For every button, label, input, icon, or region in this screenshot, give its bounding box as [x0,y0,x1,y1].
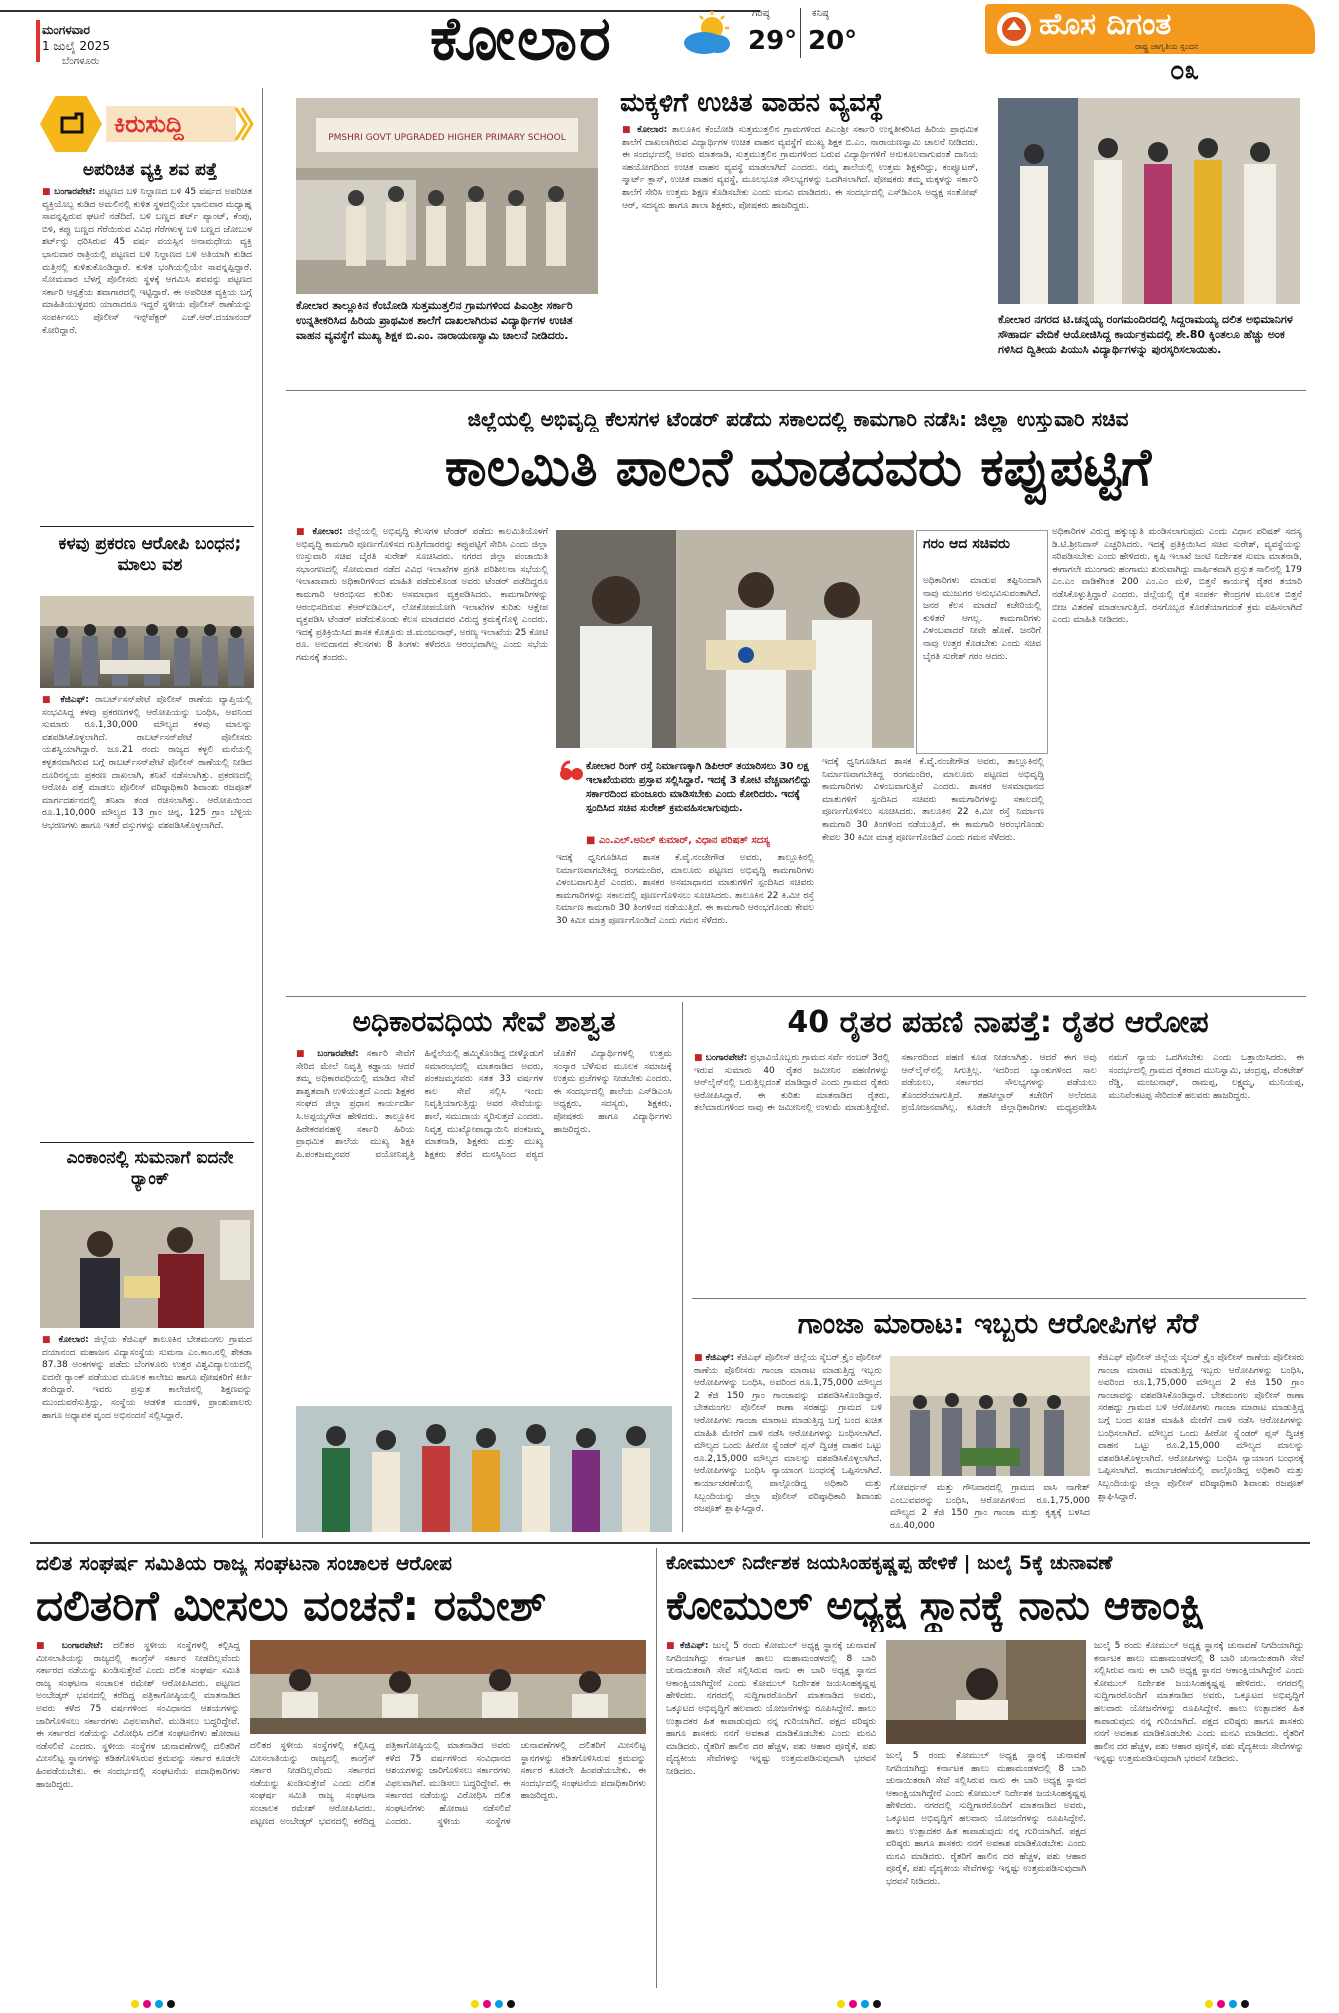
weather-max-value: 29° [748,26,798,56]
lead-col1-text: ಜಿಲ್ಲೆಯಲ್ಲಿ ಅಭಿವೃದ್ಧಿ ಕೆಲಸಗಳ ಟೆಂಡರ್ ಪಡೆದು ಕಾಲಮಿತಿಯೊಳಗೆ ಅಭಿವೃದ್ಧಿ ಕಾಮಗಾರಿ ಪೂರ್ಣಗೊಳಿಸದ ಗುತ್ತಿಗೆದಾರರನ್ನು ಕಪ್ಪುಪಟ್ಟಿಗೆ ಸೇರಿಸಿ ಎಂದು ಜಿಲ್ಲಾ ಉಸ್ತುವಾರಿ ಸಚಿವ ಬೈರತಿ ಸುರೇಶ್ ಸೂಚಿಸಿದರು. ನಗರದ ಜಿಲ್ಲಾ ಪಂಚಾಯಿತಿ ಸಭಾಂಗಣದಲ್ಲಿ ಸೋಮವಾರ ನಡೆದ ವಿವಿಧ ಇಲಾಖೆಗಳ ಪ್ರಗತಿ ಪರಿಶೀಲನಾ ಸಭೆಯಲ್ಲಿ ಇಲಾಖಾವಾರು ಅಧಿಕಾರಿಗಳಿಂದ ಮಾಹಿತಿ ಪಡೆದುಕೊಂಡ ಅವರು ಟೆಂಡರ್ ಪಡೆದಿದ್ದರೂ ಕಾಮಗಾರಿ ಆರಂಭಿಸದ ಕುರಿತು ಅಸಮಾಧಾನ ವ್ಯಕ್ತಪಡಿಸಿದರು. ಕಾಮಗಾರಿಗಳನ್ನು ಆರಂಭಿಸದಿರುವ ಕೆಆರ್‌ಐಡಿಎಲ್, ಲೋಕೋಪಯೋಗಿ ಇಲಾಖೆಗಳ ಕುರಿತು ಆಕ್ಷೇಪ ವ್ಯಕ್ತಪಡಿಸಿ ಟೆಂಡರ್ ಪಡೆದುಕೊಂಡು ಕೆಲಸ ಮಾಡದವರ ವಿರುದ್ಧ ಕ್ರಮಕೈಗೊಳ್ಳಿ ಎಂದರು. ಇದಕ್ಕೆ ಪ್ರತಿಕ್ರಿಯಿಸಿದ ಶಾಸಕ ಕೊತ್ತೂರು ಜಿ.ಮಂಜುನಾಥ್, ಅರಣ್ಯ ಇಲಾಖೆಯ 25 ಕೋಟಿ ರೂ. ಅನುದಾನದ ಕೆಲಸಗಳು 8 ತಿಂಗಳು ಕಳೆದರೂ ಆರಂಭವಾಗಿಲ್ಲ ಎಂದು ಸಭೆಯ ಗಮನಕ್ಕೆ ತಂದರು. [296,527,548,663]
top-story-body: ■ ಕೋಲಾರ: ತಾಲೂಕಿನ ಕೆಂಬೋಡಿ ಸುತ್ತಮುತ್ತಲಿನ ಗ್ರಾಮಗಳಿಂದ ಪಿಎಂಶ್ರೀ ಸರ್ಕಾರಿ ಉನ್ನತೀಕರಿಸಿದ ಹಿರಿಯ ಪ್ರಾಥಮಿಕ ಶಾಲೆಗೆ ದಾಖಲಾಗಿರುವ ವಿದ್ಯಾರ್ಥಿಗಳ ಉಚಿತ ವಾಹನ ವ್ಯವಸ್ಥೆಗೆ ಮುಖ್ಯ ಶಿಕ್ಷಕ ಬಿ.ಎಂ. ನಾರಾಯಣಸ್ವಾಮಿ ಚಾಲನೆ ನೀಡಿದರು. ಈ ಸಂದರ್ಭದಲ್ಲಿ ಅವರು ಮಾತನಾಡಿ, ಸುತ್ತಮುತ್ತಲಿನ ಗ್ರಾಮಗಳಿಂದ ಬರುವ ವಿದ್ಯಾರ್ಥಿಗಳಿಗೆ ಅನುಕೂಲವಾಗುವಂತೆ ದಾನಿಯ ಸಹಯೋಗದಿಂದ ಉಚಿತ ವಾಹನ ವ್ಯವಸ್ಥೆ ಮಾಡಲಾಗಿದೆ ಎಂದರು. ನಮ್ಮ ಶಾಲೆಯಲ್ಲಿ ಉತ್ತಮ ಶಿಕ್ಷಕರಿದ್ದು, ಕಂಪ್ಯೂಟರ್, ಸ್ಮಾರ್ಟ್ ಕ್ಲಾಸ್, ಉಚಿತ ವಾಹನ ವ್ಯವಸ್ಥೆ, ಮೂಲಭೂತ ಸೌಲಭ್ಯಗಳನ್ನು ಒದಗಿಸಲಾಗಿದೆ. ಪೋಷಕರು ತಮ್ಮ ಮಕ್ಕಳನ್ನು ಸರ್ಕಾರಿ ಶಾಲೆಗೆ ಸೇರಿಸಿ ಉತ್ತಮ ಶಿಕ್ಷಣ ಕೊಡಿಸಬೇಕು ಎಂದು ಮನವಿ ಮಾಡಿದರು. ಈ ಸಂದರ್ಭದಲ್ಲಿ ಎಸ್‌ಡಿಎಂಸಿ ಅಧ್ಯಕ್ಷ ಸಂತೋಷ್ ಆರ್, ಸದಸ್ಯರು ಹಾಗೂ ಶಾಲಾ ಶಿಕ್ಷಕರು, ಪೋಷಕರು ಹಾಜರಿದ್ದರು. [622,125,978,211]
brand-tagline: ರಾಷ್ಟ್ರ ಜಾಗೃತಿಯ ಸ್ಪಂದನ [1135,42,1199,51]
masthead-top-rule [0,10,760,12]
dalit-kicker: ದಲಿತ ಸಂಘರ್ಷ ಸಮಿತಿಯ ರಾಜ್ಯ ಸಂಘಟನಾ ಸಂಚಾಲಕ ಆರೋಪ [36,1551,452,1575]
masthead [0,0,1339,86]
day-label: ಮಂಗಳವಾರ [42,23,91,37]
edition-title: ಕೋಲಾರ [430,4,613,74]
ganja-seizure-photo [890,1356,1090,1476]
story1-dateline: ಬಂಗಾರಪೇಟೆ: [54,187,96,197]
minister-meeting-photo [556,530,914,748]
city-label: ಬೆಂಗಳೂರು [62,56,100,67]
komul-director-photo [886,1640,1086,1744]
service-text: ಸರ್ಕಾರಿ ಸೇವೆಗೆ ಸೇರಿದ ಮೇಲೆ ನಿವೃತ್ತಿ ಕಡ್ಡಾಯ ಆದರೆ ತಮ್ಮ ಅಧಿಕಾರವಧಿಯಲ್ಲಿ ಮಾಡಿದ ಸೇವೆ ಶಾಶ್ವತವಾಗಿ ಉಳಿಯುತ್ತದೆ ಎಂದು ಶಿಕ್ಷಕರ ಸಂಘದ ಜಿಲ್ಲಾ ಪ್ರಧಾನ ಕಾರ್ಯದರ್ಶಿ ಸಿ.ಅಪ್ಪಯ್ಯಗೌಡ ಹೇಳಿದರು. ತಾಲ್ಲೂಕಿನ ಹಿರೇಕರಪನಹಳ್ಳಿ ಸರ್ಕಾರಿ ಹಿರಿಯ ಪ್ರಾಥಮಿಕ ಶಾಲೆಯ ಮುಖ್ಯ ಶಿಕ್ಷಕಿ ಪಿ.ಪಂಕಜಮ್ಮನವರ ವಯೋನಿವೃತ್ತಿ ಹಿನ್ನೆಲೆಯಲ್ಲಿ ಹಮ್ಮಿಕೊಂಡಿದ್ದ ಬೀಳ್ಕೊಡುಗೆ ಸಮಾರಂಭದಲ್ಲಿ ಮಾತನಾಡಿದ ಅವರು, ಪಂಕಜಮ್ಮನವರು ಸತತ 33 ವರ್ಷಗಳ ಕಾಲ ಸೇವೆ ಸಲ್ಲಿಸಿ ಇಂದು ನಿವೃತ್ತಿಯಾಗುತ್ತಿದ್ದು ಅವರ ಸೇವೆಯನ್ನು ಶಾಲೆ, ಸಮುದಾಯ ಸ್ಮರಿಸುತ್ತದೆ ಎಂದರು. ನಿವೃತ್ತ ಮುಖ್ಯೋಪಾಧ್ಯಾಯಿನಿ ಪಂಕಜಮ್ಮ ಮಾತನಾಡಿ, ಶಿಕ್ಷಕರು ಮತ್ತು ಮುಖ್ಯ ಶಿಕ್ಷಕರು ತೆರೆದ ಮನಸ್ಸಿನಿಂದ ಪಠ್ಯದ ಜೊತೆಗೆ ವಿದ್ಯಾರ್ಥಿಗಳಲ್ಲಿ ಉತ್ತಮ ಸಂಸ್ಕಾರ ಬೆಳೆಸುವ ಮೂಲಕ ಸಮಾಜಕ್ಕೆ ಉತ್ತಮ ಪ್ರಜೆಗಳನ್ನು ನೀಡಬೇಕು ಎಂದರು. ಈ ಸಂದರ್ಭದಲ್ಲಿ ಶಾಲೆಯ ಎಸ್‌ಡಿಎಂಸಿ ಅಧ್ಯಕ್ಷರು, ಸದಸ್ಯರು, ಶಿಕ್ಷಕರು, ಪೋಷಕರು ಹಾಗೂ ವಿದ್ಯಾರ್ಥಿಗಳು ಹಾಜರಿದ್ದರು. [296,1049,672,1160]
weather-divider [800,8,801,58]
dalit-dateline: ಬಂಗಾರಪೇಟೆ: [61,1641,104,1651]
story2-body: ■ ಕೆಜಿಎಫ್: ರಾಬರ್ಟ್‌ಸನ್‌ಪೇಟೆ ಪೊಲೀಸ್ ಠಾಣೆಯ ವ್ಯಾಪ್ತಿಯಲ್ಲಿ ಸಂಭವಿಸಿದ್ದ ಕಳವು ಪ್ರಕರಣಗಳಲ್ಲಿ ಆರೋಪಿಯನ್ನು ಬಂಧಿಸಿ, ಅವನಿಂದ ಸುಮಾರು ರೂ.1,30,000 ಮೌಲ್ಯದ ಕಳವು ಮಾಲನ್ನು ವಶಪಡಿಸಿಕೊಳ್ಳಲಾಗಿದೆ. ರಾಬರ್ಟ್‌ಸನ್‌ಪೇಟೆ ಪೊಲೀಸರು ಯಶಸ್ವಿಯಾಗಿದ್ದಾರೆ. ಜೂ.21 ರಂದು ರಾಜ್ಯದ ಕಳ್ಳಲಿ ಮನೆಯಲ್ಲಿ ಕಳ್ಳತನವಾಗಿರುವ ಬಗ್ಗೆ ರಾಬರ್ಟ್‌ಸನ್‌ಪೇಟೆ ಪೊಲೀಸ್ ಠಾಣೆಯಲ್ಲಿ ನೀಡಿದ ದೂರಿನನ್ವಯ ಪ್ರಕರಣ ದಾಖಲಾಗಿ, ತನಿಖೆ ನಡೆಸಲಾಗಿತ್ತು. ಪ್ರಕರಣದಲ್ಲಿ ಆರೋಪಿ ಪತ್ತೆ ಮಾಡಲು ಪೊಲೀಸ್ ವರಿಷ್ಠಾಧಿಕಾರಿ ಶಿವಾಂಶು ರಜಪೂತ್ ಮಾರ್ಗದರ್ಶನದಲ್ಲಿ ತನಿಖಾ ತಂಡ ರಚಿಸಲಾಗಿತ್ತು. ಆರೋಪಿಯಿಂದ ರೂ.1,10,000 ಮೌಲ್ಯದ 13 ಗ್ರಾಂ ಚಿನ್ನ, 125 ಗ್ರಾಂ ಬೆಳ್ಳಿಯ ಆಭರಣಗಳು ಹಾಗೂ ಇತರೆ ವಸ್ತುಗಳನ್ನು ವಶಪಡಿಸಿಕೊಳ್ಳಲಾಗಿದೆ. [42,695,252,831]
brand-emblem-icon [997,12,1031,46]
komul-text: ಜುಲೈ 5 ರಂದು ಕೋಮುಲ್ ಅಧ್ಯಕ್ಷ ಸ್ಥಾನಕ್ಕೆ ಚುನಾವಣೆ ನಿಗದಿಯಾಗಿದ್ದು ಕರ್ನಾಟಕ ಹಾಲು ಮಹಾಮಂಡಳದಲ್ಲಿ 8 ಬಾರಿ ಚುನಾಯಿತರಾಗಿ ಸೇವೆ ಸಲ್ಲಿಸಿರುವ ನಾನು ಈ ಬಾರಿ ಅಧ್ಯಕ್ಷ ಸ್ಥಾನದ ಆಕಾಂಕ್ಷಿಯಾಗಿದ್ದೇನೆ ಎಂದು ಕೋಮುಲ್ ನಿರ್ದೇಶಕ ಜಯಸಿಂಹಕೃಷ್ಣಪ್ಪ ಹೇಳಿದರು. ನಗರದಲ್ಲಿ ಸುದ್ದಿಗಾರರೊಂದಿಗೆ ಮಾತನಾಡಿದ ಅವರು, ಒಕ್ಕೂಟದ ಅಭಿವೃದ್ಧಿಗೆ ಹಲವಾರು ಯೋಜನೆಗಳನ್ನು ರೂಪಿಸಿದ್ದೇನೆ. ಹಾಲು ಉತ್ಪಾದಕರ ಹಿತ ಕಾಪಾಡುವುದು ನನ್ನ ಗುರಿಯಾಗಿದೆ. ಪಕ್ಷದ ವರಿಷ್ಠರು ಹಾಗೂ ಶಾಸಕರು ನನಗೆ ಅವಕಾಶ ಮಾಡಿಕೊಡಬೇಕು ಎಂದು ಮನವಿ ಮಾಡಿದರು. ರೈತರಿಗೆ ಹಾಲಿನ ದರ ಹೆಚ್ಚಳ, ಪಶು ಆಹಾರ ಪೂರೈಕೆ, ಪಶು ವೈದ್ಯಕೀಯ ಸೇವೆಗಳನ್ನು ಇನ್ನಷ್ಟು ಉತ್ತಮಪಡಿಸುವುದಾಗಿ ಭರವಸೆ ನೀಡಿದರು. [666,1641,876,1777]
top-section-rule [286,390,1306,391]
registration-marks-center [470,1994,530,2004]
brand-name: ಹೊಸ ದಿಗಂತ [1039,7,1172,42]
ganja-col3: ಕೆಜಿಎಫ್ ಪೊಲೀಸ್ ಜಿಲ್ಲೆಯ ಸೈಬರ್ ಕ್ರೈಂ ಪೊಲೀಸ್ ಠಾಣೆಯ ಪೊಲೀಸರು ಗಾಂಜಾ ಮಾರಾಟ ಮಾಡುತ್ತಿದ್ದ ಇಬ್ಬರು ಆರೋಪಿಗಳನ್ನು ಬಂಧಿಸಿ, ಅವರಿಂದ ರೂ.1,75,000 ಮೌಲ್ಯದ 2 ಕೆಜಿ 150 ಗ್ರಾಂ ಗಾಂಜಾವನ್ನು ವಶಪಡಿಸಿಕೊಂಡಿದ್ದಾರೆ. ಬೇತಮಂಗಲ ಪೊಲೀಸ್ ಠಾಣಾ ಸರಹದ್ದು ಗ್ರಾಮದ ಬಳಿ ಆರೋಪಿಗಳು ಗಾಂಜಾ ಮಾರಾಟ ಮಾಡುತ್ತಿದ್ದ ಬಗ್ಗೆ ಬಂದ ಖಚಿತ ಮಾಹಿತಿ ಮೇರೆಗೆ ದಾಳಿ ನಡೆಸಿ ಆರೋಪಿಗಳನ್ನು ಬಂಧಿಸಲಾಗಿದೆ. ಮೌಲ್ಯದ ಒಂದು ಹೀರೋ ಸ್ಪ್ಲೆಂಡರ್ ಪ್ಲಸ್ ದ್ವಿಚಕ್ರ ವಾಹನ ಒಟ್ಟು ರೂ.2,15,000 ಮೌಲ್ಯದ ಮಾಲನ್ನು ವಶಪಡಿಸಿಕೊಳ್ಳಲಾಗಿದೆ. ಆರೋಪಿಗಳನ್ನು ಬಂಧಿಸಿ ನ್ಯಾಯಾಂಗ ಬಂಧನಕ್ಕೆ ಒಪ್ಪಿಸಲಾಗಿದೆ. ಕಾರ್ಯಾಚರಣೆಯಲ್ಲಿ ಪಾಲ್ಗೊಂಡಿದ್ದ ಅಧಿಕಾರಿ ಮತ್ತು ಸಿಬ್ಬಂದಿಯನ್ನು ಜಿಲ್ಲಾ ಪೊಲೀಸ್ ವರಿಷ್ಠಾಧಿಕಾರಿ ಶಿವಾಂಶು ರಜಪೂತ್ ಶ್ಲಾಘಿಸಿದ್ದಾರೆ. [1098,1353,1304,1502]
dalit-col2: ದಲಿತರ ಸ್ಥಳೀಯ ಸಂಸ್ಥೆಗಳಲ್ಲಿ ಕಲ್ಪಿಸಿದ್ದ ಮೀಸಲಾತಿಯನ್ನು ರಾಜ್ಯದಲ್ಲಿ ಕಾಂಗ್ರೆಸ್ ಸರ್ಕಾರ ನೀಡದಿಲ್ಲವೆಂದು ಸರ್ಕಾರದ ನಡೆಯನ್ನು ಖಂಡಿಸುತ್ತೇವೆ ಎಂದು ದಲಿತ ಸಂಘರ್ಷ ಸಮಿತಿ ರಾಜ್ಯ ಸಂಘಟನಾ ಸಂಚಾಲಕ ರಮೇಶ್ ಆರೋಪಿಸಿದರು. ಪಟ್ಟಣದ ಅಂಬೇಡ್ಕರ್ ಭವನದಲ್ಲಿ ಕರೆದಿದ್ದ ಪತ್ರಿಕಾಗೋಷ್ಠಿಯಲ್ಲಿ ಮಾತನಾಡಿದ ಅವರು ಕಳೆದ 75 ವರ್ಷಗಳಿಂದ ಸಂವಿಧಾನದ ಆಶಯಗಳನ್ನು ಜಾರಿಗೊಳಿಸಲು ಸರ್ಕಾರಗಳು ವಿಫಲವಾಗಿವೆ. ಮುಡಿಸಲು ಬದ್ಧರಿದ್ದೇವೆ. ಈ ಸರ್ಕಾರದ ನಡೆಯನ್ನು ವಿರೋಧಿಸಿ ದಲಿತ ಸಂಘಟನೆಗಳು ಹೋರಾಟ ನಡೆಸಲಿವೆ ಎಂದರು. ಸ್ಥಳೀಯ ಸಂಸ್ಥೆಗಳ ಚುನಾವಣೆಗಳಲ್ಲಿ ದಲಿತರಿಗೆ ಮೀಸಲಿಟ್ಟ ಸ್ಥಾನಗಳನ್ನು ಕಡಿತಗೊಳಿಸಿರುವ ಕ್ರಮವನ್ನು ಸರ್ಕಾರ ಕೂಡಲೇ ಹಿಂಪಡೆಯಬೇಕು. ಈ ಸಂದರ್ಭದಲ್ಲಿ ಸಂಘಟನೆಯ ಪದಾಧಿಕಾರಿಗಳು ಹಾಜರಿದ್ದರು. [250,1741,646,1827]
brief-hand-icon [40,96,102,152]
bottom-column-rule [656,1548,657,1988]
registration-marks-far-right [1204,1994,1264,2004]
bottom-section-rule [30,1542,1310,1544]
lead-photo-credit: ■ ಎಂ.ಎಲ್.ಅನಿಲ್ ಕುಮಾರ್, ವಿಧಾನ ಪರಿಷತ್ ಸದಸ್ಯ [586,835,770,846]
sidebar-divider-2 [40,1142,254,1143]
ganja-col1: ■ ಕೆಜಿಎಫ್: ಕೆಜಿಎಫ್ ಪೊಲೀಸ್ ಜಿಲ್ಲೆಯ ಸೈಬರ್ ಕ್ರೈಂ ಪೊಲೀಸ್ ಠಾಣೆಯ ಪೊಲೀಸರು ಗಾಂಜಾ ಮಾರಾಟ ಮಾಡುತ್ತಿದ್ದ ಇಬ್ಬರು ಆರೋಪಿಗಳನ್ನು ಬಂಧಿಸಿ, ಅವರಿಂದ ರೂ.1,75,000 ಮೌಲ್ಯದ 2 ಕೆಜಿ 150 ಗ್ರಾಂ ಗಾಂಜಾವನ್ನು ವಶಪಡಿಸಿಕೊಂಡಿದ್ದಾರೆ. ಬೇತಮಂಗಲ ಪೊಲೀಸ್ ಠಾಣಾ ಸರಹದ್ದು ಗ್ರಾಮದ ಬಳಿ ಆರೋಪಿಗಳು ಗಾಂಜಾ ಮಾರಾಟ ಮಾಡುತ್ತಿದ್ದ ಬಗ್ಗೆ ಬಂದ ಖಚಿತ ಮಾಹಿತಿ ಮೇರೆಗೆ ದಾಳಿ ನಡೆಸಿ ಆರೋಪಿಗಳನ್ನು ಬಂಧಿಸಲಾಗಿದೆ. ಮೌಲ್ಯದ ಒಂದು ಹೀರೋ ಸ್ಪ್ಲೆಂಡರ್ ಪ್ಲಸ್ ದ್ವಿಚಕ್ರ ವಾಹನ ಒಟ್ಟು ರೂ.2,15,000 ಮೌಲ್ಯದ ಮಾಲನ್ನು ವಶಪಡಿಸಿಕೊಳ್ಳಲಾಗಿದೆ. ಆರೋಪಿಗಳನ್ನು ಬಂಧಿಸಿ ನ್ಯಾಯಾಂಗ ಬಂಧನಕ್ಕೆ ಒಪ್ಪಿಸಲಾಗಿದೆ. ಕಾರ್ಯಾಚರಣೆಯಲ್ಲಿ ಪಾಲ್ಗೊಂಡಿದ್ದ ಅಧಿಕಾರಿ ಮತ್ತು ಸಿಬ್ಬಂದಿಯನ್ನು ಜಿಲ್ಲಾ ಪೊಲೀಸ್ ವರಿಷ್ಠಾಧಿಕಾರಿ ಶಿವಾಂಶು ರಜಪೂತ್ ಶ್ಲಾಘಿಸಿದ್ದಾರೆ. [694,1353,882,1515]
story1-body: ■ ಬಂಗಾರಪೇಟೆ: ಪಟ್ಟಣದ ಬಳಿ ನಿಲ್ದಾಣದ ಬಳಿ 45 ವರ್ಷದ ಅಪರಿಚಿತ ವ್ಯಕ್ತಿಯೊಬ್ಬ ಕುಡಿದ ಅಮಲಿನಲ್ಲಿ ಕುಳಿತ ಸ್ಥಳದಲ್ಲಿಯೇ ಭಾನುವಾರ ಮಧ್ಯಾಹ್ನ ಸಾವನ್ನಪ್ಪಿರುವ ಘಟನೆ ನಡೆದಿದೆ. ಬಳಿ ಬಣ್ಣದ ಶರ್ಟ್ ಪ್ಯಾಂಟ್, ಕೆಂಪು, ಬಿಳಿ, ಕಪ್ಪು ಬಣ್ಣದ ಗೆರೆಯಿರುವ ವಿವಿಧ ಗೆರೆಗಳುಳ್ಳ ಬಳಿ ಬಣ್ಣದ ಜೋಬುಳ ಶರ್ಟ್‌ನ್ನು ಧರಿಸಿರುವ 45 ವರ್ಷ ವಯಸ್ಸಿನ ಅನಾಮಧೇಯ ವ್ಯಕ್ತಿ ಭಾನುವಾರ ರಾತ್ರಿಯಲ್ಲಿ ಪಟ್ಟಣದ ಬಳಿ ನಿಲ್ದಾಣದ ಬಳಿ ಅತಿಯಾಗಿ ಕುಡಿದ ಮತ್ತಿನಲ್ಲಿ ಕುಳಿತುಕೊಂಡಿದ್ದಾರೆ. ಕುಳಿತ ಭಂಗಿಯಲ್ಲಿಯೇ ಸಾವನ್ನಪ್ಪಿದ್ದಾರೆ. ಸೋಮವಾರ ಬೆಳಗ್ಗೆ ಪೊಲೀಸರು ಸ್ಥಳಕ್ಕೆ ಆಗಮಿಸಿ ಶವವನ್ನು ಪಟ್ಟಣದ ಸರ್ಕಾರಿ ಆಸ್ಪತ್ರೆಯ ಶವಾಗಾರದಲ್ಲಿ ಇಟ್ಟಿದ್ದಾರೆ. ಈ ಅಪರಿಚಿತ ವ್ಯಕ್ತಿಯ ಬಗ್ಗೆ ಮಾಹಿತಿಯುಳ್ಳವರು ಯಾರಾದರೂ ಇದ್ದರೆ ಸ್ಥಳೀಯ ಪೊಲೀಸ್ ಠಾಣೆಯನ್ನು ಸಂಪರ್ಕಿಸಲು ಪೊಲೀಸ್ ಇನ್ಸ್‌ಪೆಕ್ಟರ್ ಎಚ್.ಆರ್.ದಯಾನಂದ್ ಕೋರಿದ್ದಾರೆ. [42,187,252,336]
ganja-dateline: ಕೆಜಿಎಫ್: [705,1353,735,1363]
lead-photo-caption-box [556,758,816,850]
date-label: 1 ಜುಲೈ 2025 [42,39,110,53]
service-title: ಅಧಿಕಾರವಧಿಯ ಸೇವೆ ಶಾಶ್ವತ [352,1005,616,1038]
top-story-text: ತಾಲೂಕಿನ ಕೆಂಬೋಡಿ ಸುತ್ತಮುತ್ತಲಿನ ಗ್ರಾಮಗಳಿಂದ ಪಿಎಂಶ್ರೀ ಸರ್ಕಾರಿ ಉನ್ನತೀಕರಿಸಿದ ಹಿರಿಯ ಪ್ರಾಥಮಿಕ ಶಾಲೆಗೆ ದಾಖಲಾಗಿರುವ ವಿದ್ಯಾರ್ಥಿಗಳ ಉಚಿತ ವಾಹನ ವ್ಯವಸ್ಥೆಗೆ ಮುಖ್ಯ ಶಿಕ್ಷಕ ಬಿ.ಎಂ. ನಾರಾಯಣಸ್ವಾಮಿ ಚಾಲನೆ ನೀಡಿದರು. ಈ ಸಂದರ್ಭದಲ್ಲಿ ಅವರು ಮಾತನಾಡಿ, ಸುತ್ತಮುತ್ತಲಿನ ಗ್ರಾಮಗಳಿಂದ ಬರುವ ವಿದ್ಯಾರ್ಥಿಗಳಿಗೆ ಅನುಕೂಲವಾಗುವಂತೆ ದಾನಿಯ ಸಹಯೋಗದಿಂದ ಉಚಿತ ವಾಹನ ವ್ಯವಸ್ಥೆ ಮಾಡಲಾಗಿದೆ ಎಂದರು. ನಮ್ಮ ಶಾಲೆಯಲ್ಲಿ ಉತ್ತಮ ಶಿಕ್ಷಕರಿದ್ದು, ಕಂಪ್ಯೂಟರ್, ಸ್ಮಾರ್ಟ್ ಕ್ಲಾಸ್, ಉಚಿತ ವಾಹನ ವ್ಯವಸ್ಥೆ, ಮೂಲಭೂತ ಸೌಲಭ್ಯಗಳನ್ನು ಒದಗಿಸಲಾಗಿದೆ. ಪೋಷಕರು ತಮ್ಮ ಮಕ್ಕಳನ್ನು ಸರ್ಕಾರಿ ಶಾಲೆಗೆ ಸೇರಿಸಿ ಉತ್ತಮ ಶಿಕ್ಷಣ ಕೊಡಿಸಬೇಕು ಎಂದು ಮನವಿ ಮಾಡಿದರು. ಈ ಸಂದರ್ಭದಲ್ಲಿ ಎಸ್‌ಡಿಎಂಸಿ ಅಧ್ಯಕ್ಷ ಸಂತೋಷ್ ಆರ್, ಸದಸ್ಯರು ಹಾಗೂ ಶಾಲಾ ಶಿಕ್ಷಕರು, ಪೋಷಕರು ಹಾಜರಿದ್ದರು. [622,125,978,211]
weather-min-label: ಕನಿಷ್ಠ [812,8,829,19]
story3-text: ಜಿಲ್ಲೆಯ ಕೆಜಿಎಫ್ ತಾಲೂಕಿನ ಬೇತಮಂಗಲ ಗ್ರಾಮದ ದಯಾನಂದ ಮಹಾಜನ ವಿದ್ಯಾಸಂಸ್ಥೆಯ ಸುಮನಾ ಎಂ.ಕಾಂ.ನಲ್ಲಿ ಶೇಕಡಾ 87.38 ಅಂಕಗಳನ್ನು ಪಡೆದು ಬೆಂಗಳೂರು ಉತ್ತರ ವಿಶ್ವವಿದ್ಯಾಲಯದಲ್ಲಿ ಐದನೇ ರ‍್ಯಾಂಕ್ ಪಡೆಯುವ ಮೂಲಕ ಕಾಲೇಜು ಹಾಗೂ ಪೋಷಕರಿಗೆ ಕೀರ್ತಿ ತಂದಿದ್ದಾರೆ. ಇವರು ಪ್ರಸ್ತುತ ಕಾಲೇಜಿನಲ್ಲಿ ಶಿಕ್ಷಣವನ್ನು ಮುಂದುವರೆಸುತ್ತಿದ್ದು, ಸಂಸ್ಥೆಯ ಆಡಳಿತ ಮಂಡಳಿ, ಪ್ರಾಂಶುಪಾಲರು ಹಾಗೂ ಅಧ್ಯಾಪಕ ವೃಂದ ಅಭಿನಂದನೆ ಸಲ್ಲಿಸಿದ್ದಾರೆ. [42,1335,252,1421]
komul-col2: ಜುಲೈ 5 ರಂದು ಕೋಮುಲ್ ಅಧ್ಯಕ್ಷ ಸ್ಥಾನಕ್ಕೆ ಚುನಾವಣೆ ನಿಗದಿಯಾಗಿದ್ದು ಕರ್ನಾಟಕ ಹಾಲು ಮಹಾಮಂಡಳದಲ್ಲಿ 8 ಬಾರಿ ಚುನಾಯಿತರಾಗಿ ಸೇವೆ ಸಲ್ಲಿಸಿರುವ ನಾನು ಈ ಬಾರಿ ಅಧ್ಯಕ್ಷ ಸ್ಥಾನದ ಆಕಾಂಕ್ಷಿಯಾಗಿದ್ದೇನೆ ಎಂದು ಕೋಮುಲ್ ನಿರ್ದೇಶಕ ಜಯಸಿಂಹಕೃಷ್ಣಪ್ಪ ಹೇಳಿದರು. ನಗರದಲ್ಲಿ ಸುದ್ದಿಗಾರರೊಂದಿಗೆ ಮಾತನಾಡಿದ ಅವರು, ಒಕ್ಕೂಟದ ಅಭಿವೃದ್ಧಿಗೆ ಹಲವಾರು ಯೋಜನೆಗಳನ್ನು ರೂಪಿಸಿದ್ದೇನೆ. ಹಾಲು ಉತ್ಪಾದಕರ ಹಿತ ಕಾಪಾಡುವುದು ನನ್ನ ಗುರಿಯಾಗಿದೆ. ಪಕ್ಷದ ವರಿಷ್ಠರು ಹಾಗೂ ಶಾಸಕರು ನನಗೆ ಅವಕಾಶ ಮಾಡಿಕೊಡಬೇಕು ಎಂದು ಮನವಿ ಮಾಡಿದರು. ರೈತರಿಗೆ ಹಾಲಿನ ದರ ಹೆಚ್ಚಳ, ಪಶು ಆಹಾರ ಪೂರೈಕೆ, ಪಶು ವೈದ್ಯಕೀಯ ಸೇವೆಗಳನ್ನು ಇನ್ನಷ್ಟು ಉತ್ತಮಪಡಿಸುವುದಾಗಿ ಭರವಸೆ ನೀಡಿದರು. [886,1751,1086,1887]
school-vehicle-photo [296,98,598,294]
komul-col3: ಜುಲೈ 5 ರಂದು ಕೋಮುಲ್ ಅಧ್ಯಕ್ಷ ಸ್ಥಾನಕ್ಕೆ ಚುನಾವಣೆ ನಿಗದಿಯಾಗಿದ್ದು ಕರ್ನಾಟಕ ಹಾಲು ಮಹಾಮಂಡಳದಲ್ಲಿ 8 ಬಾರಿ ಚುನಾಯಿತರಾಗಿ ಸೇವೆ ಸಲ್ಲಿಸಿರುವ ನಾನು ಈ ಬಾರಿ ಅಧ್ಯಕ್ಷ ಸ್ಥಾನದ ಆಕಾಂಕ್ಷಿಯಾಗಿದ್ದೇನೆ ಎಂದು ಕೋಮುಲ್ ನಿರ್ದೇಶಕ ಜಯಸಿಂಹಕೃಷ್ಣಪ್ಪ ಹೇಳಿದರು. ನಗರದಲ್ಲಿ ಸುದ್ದಿಗಾರರೊಂದಿಗೆ ಮಾತನಾಡಿದ ಅವರು, ಒಕ್ಕೂಟದ ಅಭಿವೃದ್ಧಿಗೆ ಹಲವಾರು ಯೋಜನೆಗಳನ್ನು ರೂಪಿಸಿದ್ದೇನೆ. ಹಾಲು ಉತ್ಪಾದಕರ ಹಿತ ಕಾಪಾಡುವುದು ನನ್ನ ಗುರಿಯಾಗಿದೆ. ಪಕ್ಷದ ವರಿಷ್ಠರು ಹಾಗೂ ಶಾಸಕರು ನನಗೆ ಅವಕಾಶ ಮಾಡಿಕೊಡಬೇಕು ಎಂದು ಮನವಿ ಮಾಡಿದರು. ರೈತರಿಗೆ ಹಾಲಿನ ದರ ಹೆಚ್ಚಳ, ಪಶು ಆಹಾರ ಪೂರೈಕೆ, ಪಶು ವೈದ್ಯಕೀಯ ಸೇವೆಗಳನ್ನು ಇನ್ನಷ್ಟು ಉತ್ತಮಪಡಿಸುವುದಾಗಿ ಭರವಸೆ ನೀಡಿದರು. [1094,1641,1304,1765]
ganja-photo-caption: ಗೋವರ್ಧನ್ ಮತ್ತು ಗೌನಿವಾರದಲ್ಲಿ ಗ್ರಾಮದ ವಾಸಿ ನಾಗೇಶ್ ಎಂಬುವವರನ್ನು ಬಂಧಿಸಿ, ಆರೋಪಿಗಳಿಂದ ರೂ.1,75,000 ಮೌಲ್ಯದ 2 ಕೆಜಿ 150 ಗ್ರಾಂ ಗಾಂಜಾ ಮತ್ತು ಕೃತ್ಯಕ್ಕೆ ಬಳಸಿದ ರೂ.40,000 [890,1483,1090,1531]
mid-column-rule [682,1002,683,1532]
ganja-text: ಕೆಜಿಎಫ್ ಪೊಲೀಸ್ ಜಿಲ್ಲೆಯ ಸೈಬರ್ ಕ್ರೈಂ ಪೊಲೀಸ್ ಠಾಣೆಯ ಪೊಲೀಸರು ಗಾಂಜಾ ಮಾರಾಟ ಮಾಡುತ್ತಿದ್ದ ಇಬ್ಬರು ಆರೋಪಿಗಳನ್ನು ಬಂಧಿಸಿ, ಅವರಿಂದ ರೂ.1,75,000 ಮೌಲ್ಯದ 2 ಕೆಜಿ 150 ಗ್ರಾಂ ಗಾಂಜಾವನ್ನು ವಶಪಡಿಸಿಕೊಂಡಿದ್ದಾರೆ. ಬೇತಮಂಗಲ ಪೊಲೀಸ್ ಠಾಣಾ ಸರಹದ್ದು ಗ್ರಾಮದ ಬಳಿ ಆರೋಪಿಗಳು ಗಾಂಜಾ ಮಾರಾಟ ಮಾಡುತ್ತಿದ್ದ ಬಗ್ಗೆ ಬಂದ ಖಚಿತ ಮಾಹಿತಿ ಮೇರೆಗೆ ದಾಳಿ ನಡೆಸಿ ಆರೋಪಿಗಳನ್ನು ಬಂಧಿಸಲಾಗಿದೆ. ಮೌಲ್ಯದ ಒಂದು ಹೀರೋ ಸ್ಪ್ಲೆಂಡರ್ ಪ್ಲಸ್ ದ್ವಿಚಕ್ರ ವಾಹನ ಒಟ್ಟು ರೂ.2,15,000 ಮೌಲ್ಯದ ಮಾಲನ್ನು ವಶಪಡಿಸಿಕೊಳ್ಳಲಾಗಿದೆ. ಆರೋಪಿಗಳನ್ನು ಬಂಧಿಸಿ ನ್ಯಾಯಾಂಗ ಬಂಧನಕ್ಕೆ ಒಪ್ಪಿಸಲಾಗಿದೆ. ಕಾರ್ಯಾಚರಣೆಯಲ್ಲಿ ಪಾಲ್ಗೊಂಡಿದ್ದ ಅಧಿಕಾರಿ ಮತ್ತು ಸಿಬ್ಬಂದಿಯನ್ನು ಜಿಲ್ಲಾ ಪೊಲೀಸ್ ವರಿಷ್ಠಾಧಿಕಾರಿ ಶಿವಾಂಶು ರಜಪೂತ್ ಶ್ಲಾಘಿಸಿದ್ದಾರೆ. [694,1353,882,1515]
retirement-photo [296,1406,672,1532]
brand-logo [985,4,1315,54]
service-body: ■ ಬಂಗಾರಪೇಟೆ: ಸರ್ಕಾರಿ ಸೇವೆಗೆ ಸೇರಿದ ಮೇಲೆ ನಿವೃತ್ತಿ ಕಡ್ಡಾಯ ಆದರೆ ತಮ್ಮ ಅಧಿಕಾರವಧಿಯಲ್ಲಿ ಮಾಡಿದ ಸೇವೆ ಶಾಶ್ವತವಾಗಿ ಉಳಿಯುತ್ತದೆ ಎಂದು ಶಿಕ್ಷಕರ ಸಂಘದ ಜಿಲ್ಲಾ ಪ್ರಧಾನ ಕಾರ್ಯದರ್ಶಿ ಸಿ.ಅಪ್ಪಯ್ಯಗೌಡ ಹೇಳಿದರು. ತಾಲ್ಲೂಕಿನ ಹಿರೇಕರಪನಹಳ್ಳಿ ಸರ್ಕಾರಿ ಹಿರಿಯ ಪ್ರಾಥಮಿಕ ಶಾಲೆಯ ಮುಖ್ಯ ಶಿಕ್ಷಕಿ ಪಿ.ಪಂಕಜಮ್ಮನವರ ವಯೋನಿವೃತ್ತಿ ಹಿನ್ನೆಲೆಯಲ್ಲಿ ಹಮ್ಮಿಕೊಂಡಿದ್ದ ಬೀಳ್ಕೊಡುಗೆ ಸಮಾರಂಭದಲ್ಲಿ ಮಾತನಾಡಿದ ಅವರು, ಪಂಕಜಮ್ಮನವರು ಸತತ 33 ವರ್ಷಗಳ ಕಾಲ ಸೇವೆ ಸಲ್ಲಿಸಿ ಇಂದು ನಿವೃತ್ತಿಯಾಗುತ್ತಿದ್ದು ಅವರ ಸೇವೆಯನ್ನು ಶಾಲೆ, ಸಮುದಾಯ ಸ್ಮರಿಸುತ್ತದೆ ಎಂದರು. ನಿವೃತ್ತ ಮುಖ್ಯೋಪಾಧ್ಯಾಯಿನಿ ಪಂಕಜಮ್ಮ ಮಾತನಾಡಿ, ಶಿಕ್ಷಕರು ಮತ್ತು ಮುಖ್ಯ ಶಿಕ್ಷಕರು ತೆರೆದ ಮನಸ್ಸಿನಿಂದ ಪಠ್ಯದ ಜೊತೆಗೆ ವಿದ್ಯಾರ್ಥಿಗಳಲ್ಲಿ ಉತ್ತಮ ಸಂಸ್ಕಾರ ಬೆಳೆಸುವ ಮೂಲಕ ಸಮಾಜಕ್ಕೆ ಉತ್ತಮ ಪ್ರಜೆಗಳನ್ನು ನೀಡಬೇಕು ಎಂದರು. ಈ ಸಂದರ್ಭದಲ್ಲಿ ಶಾಲೆಯ ಎಸ್‌ಡಿಎಂಸಿ ಅಧ್ಯಕ್ಷರು, ಸದಸ್ಯರು, ಶಿಕ್ಷಕರು, ಪೋಷಕರು ಹಾಗೂ ವಿದ್ಯಾರ್ಥಿಗಳು ಹಾಜರಿದ್ದರು. [296,1049,672,1160]
top-story-title: ಮಕ್ಕಳಿಗೆ ಉಚಿತ ವಾಹನ ವ್ಯವಸ್ಥೆ [620,88,884,118]
farmers-body: ■ ಬಂಗಾರಪೇಟೆ: ಪ್ರಭಾವಿಯೊಬ್ಬರು ಗ್ರಾಮದ ಸರ್ವೆ ನಂಬರ್ 3ರಲ್ಲಿ ಇರುವ ಸುಮಾರು 40 ರೈತರ ಜಮೀನಿನ ಪಹಣಿಗಳನ್ನು ಆನ್‌ಲೈನ್‌ನಲ್ಲಿ ಬರುತ್ತಿಲ್ಲದಂತೆ ಮಾಡಿದ್ದಾರೆ ಎಂದು ಗ್ರಾಮದ ರೈತರು ಆರೋಪಿಸಿದ್ದಾರೆ. ಈ ಕುರಿತು ಮಾತನಾಡಿದ ರೈತರು, ತಲೆಮಾರುಗಳಿಂದ ನಾವು ಈ ಜಮೀನಿನಲ್ಲಿ ಉಳುಮೆ ಮಾಡುತ್ತಿದ್ದೇವೆ. ಸರ್ಕಾರದಿಂದ ಪಹಣಿ ಕೂಡ ನೀಡಲಾಗಿತ್ತು. ಆದರೆ ಈಗ ಅವು ಆನ್‌ಲೈನ್‌ನಲ್ಲಿ ಸಿಗುತ್ತಿಲ್ಲ. ಇದರಿಂದ ಬ್ಯಾಂಕುಗಳಿಂದ ಸಾಲ ಪಡೆಯಲು, ಸರ್ಕಾರದ ಸೌಲಭ್ಯಗಳನ್ನು ಪಡೆಯಲು ತೊಂದರೆಯಾಗುತ್ತಿದೆ. ತಹಸೀಲ್ದಾರ್ ಕಚೇರಿಗೆ ಅಲೆದರೂ ಪ್ರಯೋಜನವಾಗಿಲ್ಲ. ಕೂಡಲೇ ಜಿಲ್ಲಾಧಿಕಾರಿಗಳು ಮಧ್ಯಪ್ರವೇಶಿಸಿ ನಮಗೆ ನ್ಯಾಯ ಒದಗಿಸಬೇಕು ಎಂದು ಒತ್ತಾಯಿಸಿದರು. ಈ ಸಂದರ್ಭದಲ್ಲಿ ಗ್ರಾಮದ ರೈತರಾದ ಮುನಿಸ್ವಾಮಿ, ಚಂದ್ರಪ್ಪ, ವೆಂಕಟೇಶ್ ರೆಡ್ಡಿ, ಮಂಜುನಾಥ್, ರಾಮಪ್ಪ, ಲಕ್ಷ್ಮಮ್ಮ, ಮುನಿಯಪ್ಪ, ಮುನಿವೆಂಕಟಪ್ಪ ಸೇರಿದಂತೆ ಹಲವರು ಹಾಜರಿದ್ದರು. [694,1053,1304,1114]
komul-col1: ■ ಕೆಜಿಎಫ್: ಜುಲೈ 5 ರಂದು ಕೋಮುಲ್ ಅಧ್ಯಕ್ಷ ಸ್ಥಾನಕ್ಕೆ ಚುನಾವಣೆ ನಿಗದಿಯಾಗಿದ್ದು ಕರ್ನಾಟಕ ಹಾಲು ಮಹಾಮಂಡಳದಲ್ಲಿ 8 ಬಾರಿ ಚುನಾಯಿತರಾಗಿ ಸೇವೆ ಸಲ್ಲಿಸಿರುವ ನಾನು ಈ ಬಾರಿ ಅಧ್ಯಕ್ಷ ಸ್ಥಾನದ ಆಕಾಂಕ್ಷಿಯಾಗಿದ್ದೇನೆ ಎಂದು ಕೋಮುಲ್ ನಿರ್ದೇಶಕ ಜಯಸಿಂಹಕೃಷ್ಣಪ್ಪ ಹೇಳಿದರು. ನಗರದಲ್ಲಿ ಸುದ್ದಿಗಾರರೊಂದಿಗೆ ಮಾತನಾಡಿದ ಅವರು, ಒಕ್ಕೂಟದ ಅಭಿವೃದ್ಧಿಗೆ ಹಲವಾರು ಯೋಜನೆಗಳನ್ನು ರೂಪಿಸಿದ್ದೇನೆ. ಹಾಲು ಉತ್ಪಾದಕರ ಹಿತ ಕಾಪಾಡುವುದು ನನ್ನ ಗುರಿಯಾಗಿದೆ. ಪಕ್ಷದ ವರಿಷ್ಠರು ಹಾಗೂ ಶಾಸಕರು ನನಗೆ ಅವಕಾಶ ಮಾಡಿಕೊಡಬೇಕು ಎಂದು ಮನವಿ ಮಾಡಿದರು. ರೈತರಿಗೆ ಹಾಲಿನ ದರ ಹೆಚ್ಚಳ, ಪಶು ಆಹಾರ ಪೂರೈಕೆ, ಪಶು ವೈದ್ಯಕೀಯ ಸೇವೆಗಳನ್ನು ಇನ್ನಷ್ಟು ಉತ್ತಮಪಡಿಸುವುದಾಗಿ ಭರವಸೆ ನೀಡಿದರು. [666,1641,876,1777]
story1-text: ಪಟ್ಟಣದ ಬಳಿ ನಿಲ್ದಾಣದ ಬಳಿ 45 ವರ್ಷದ ಅಪರಿಚಿತ ವ್ಯಕ್ತಿಯೊಬ್ಬ ಕುಡಿದ ಅಮಲಿನಲ್ಲಿ ಕುಳಿತ ಸ್ಥಳದಲ್ಲಿಯೇ ಭಾನುವಾರ ಮಧ್ಯಾಹ್ನ ಸಾವನ್ನಪ್ಪಿರುವ ಘಟನೆ ನಡೆದಿದೆ. ಬಳಿ ಬಣ್ಣದ ಶರ್ಟ್ ಪ್ಯಾಂಟ್, ಕೆಂಪು, ಬಿಳಿ, ಕಪ್ಪು ಬಣ್ಣದ ಗೆರೆಯಿರುವ ವಿವಿಧ ಗೆರೆಗಳುಳ್ಳ ಬಳಿ ಬಣ್ಣದ ಜೋಬುಳ ಶರ್ಟ್‌ನ್ನು ಧರಿಸಿರುವ 45 ವರ್ಷ ವಯಸ್ಸಿನ ಅನಾಮಧೇಯ ವ್ಯಕ್ತಿ ಭಾನುವಾರ ರಾತ್ರಿಯಲ್ಲಿ ಪಟ್ಟಣದ ಬಳಿ ನಿಲ್ದಾಣದ ಬಳಿ ಅತಿಯಾಗಿ ಕುಡಿದ ಮತ್ತಿನಲ್ಲಿ ಕುಳಿತುಕೊಂಡಿದ್ದಾರೆ. ಕುಳಿತ ಭಂಗಿಯಲ್ಲಿಯೇ ಸಾವನ್ನಪ್ಪಿದ್ದಾರೆ. ಸೋಮವಾರ ಬೆಳಗ್ಗೆ ಪೊಲೀಸರು ಸ್ಥಳಕ್ಕೆ ಆಗಮಿಸಿ ಶವವನ್ನು ಪಟ್ಟಣದ ಸರ್ಕಾರಿ ಆಸ್ಪತ್ರೆಯ ಶವಾಗಾರದಲ್ಲಿ ಇಟ್ಟಿದ್ದಾರೆ. ಈ ಅಪರಿಚಿತ ವ್ಯಕ್ತಿಯ ಬಗ್ಗೆ ಮಾಹಿತಿಯುಳ್ಳವರು ಯಾರಾದರೂ ಇದ್ದರೆ ಸ್ಥಳೀಯ ಪೊಲೀಸ್ ಠಾಣೆಯನ್ನು ಸಂಪರ್ಕಿಸಲು ಪೊಲೀಸ್ ಇನ್ಸ್‌ಪೆಕ್ಟರ್ ಎಚ್.ಆರ್.ದಯಾನಂದ್ ಕೋರಿದ್ದಾರೆ. [42,187,252,336]
dalit-text: ದಲಿತರ ಸ್ಥಳೀಯ ಸಂಸ್ಥೆಗಳಲ್ಲಿ ಕಲ್ಪಿಸಿದ್ದ ಮೀಸಲಾತಿಯನ್ನು ರಾಜ್ಯದಲ್ಲಿ ಕಾಂಗ್ರೆಸ್ ಸರ್ಕಾರ ನೀಡದಿಲ್ಲವೆಂದು ಸರ್ಕಾರದ ನಡೆಯನ್ನು ಖಂಡಿಸುತ್ತೇವೆ ಎಂದು ದಲಿತ ಸಂಘರ್ಷ ಸಮಿತಿ ರಾಜ್ಯ ಸಂಘಟನಾ ಸಂಚಾಲಕ ರಮೇಶ್ ಆರೋಪಿಸಿದರು. ಪಟ್ಟಣದ ಅಂಬೇಡ್ಕರ್ ಭವನದಲ್ಲಿ ಕರೆದಿದ್ದ ಪತ್ರಿಕಾಗೋಷ್ಠಿಯಲ್ಲಿ ಮಾತನಾಡಿದ ಅವರು ಕಳೆದ 75 ವರ್ಷಗಳಿಂದ ಸಂವಿಧಾನದ ಆಶಯಗಳನ್ನು ಜಾರಿಗೊಳಿಸಲು ಸರ್ಕಾರಗಳು ವಿಫಲವಾಗಿವೆ. ಮುಡಿಸಲು ಬದ್ಧರಿದ್ದೇವೆ. ಈ ಸರ್ಕಾರದ ನಡೆಯನ್ನು ವಿರೋಧಿಸಿ ದಲಿತ ಸಂಘಟನೆಗಳು ಹೋರಾಟ ನಡೆಸಲಿವೆ ಎಂದರು. ಸ್ಥಳೀಯ ಸಂಸ್ಥೆಗಳ ಚುನಾವಣೆಗಳಲ್ಲಿ ದಲಿತರಿಗೆ ಮೀಸಲಿಟ್ಟ ಸ್ಥಾನಗಳನ್ನು ಕಡಿತಗೊಳಿಸಿರುವ ಕ್ರಮವನ್ನು ಸರ್ಕಾರ ಕೂಡಲೇ ಹಿಂಪಡೆಯಬೇಕು. ಈ ಸಂದರ್ಭದಲ್ಲಿ ಸಂಘಟನೆಯ ಪದಾಧಿಕಾರಿಗಳು ಹಾಜರಿದ್ದರು. [36,1641,240,1790]
chevron-right-icon [234,106,254,142]
lead-col2: ಇದಕ್ಕೆ ಧ್ವನಿಗೂಡಿಸಿದ ಶಾಸಕ ಕೆ.ವೈ.ನಂಜೇಗೌಡ ಅವರು, ತಾಲ್ಲೂಕಿನಲ್ಲಿ ನಿರ್ಮಾಣವಾಗಬೇಕಿದ್ದ ರಂಗಮಂದಿರ, ಮಾಲೂರು ಪಟ್ಟಣದ ಅಭಿವೃದ್ಧಿ ಕಾಮಗಾರಿಗಳು ವಿಳಂಬವಾಗುತ್ತಿವೆ ಎಂದರು. ಶಾಸಕರ ಅಸಮಾಧಾನದ ಮಾತುಗಳಿಗೆ ಸ್ಪಂದಿಸಿದ ಸಚಿವರು ಕಾಮಗಾರಿಗಳನ್ನು ಸಕಾಲದಲ್ಲಿ ಪೂರ್ಣಗೊಳಿಸಲು ಸೂಚಿಸಿದರು. ತಾಲೂಕಿನ 22 ಕಿ.ಮೀ ರಸ್ತೆ ನಿರ್ಮಾಣ ಕಾಮಗಾರಿ 30 ತಿಂಗಳಿಂದ ನಡೆಯುತ್ತಿದೆ. ಈ ಕಾಮಗಾರಿ ಆರಂಭಗೊಂಡು ಕೇವಲ 30 ಕಿಮೀ ಮಾತ್ರ ಪೂರ್ಣಗೊಂಡಿದೆ ಎಂದು ಗಮನ ಸೆಳೆದರು. [556,853,814,926]
page-number: ೦೩ [1170,56,1200,86]
story1-title: ಅಪರಿಚಿತ ವ್ಯಕ್ತಿ ಶವ ಪತ್ತೆ [82,160,218,180]
lead-kicker: ಜಿಲ್ಲೆಯಲ್ಲಿ ಅಭಿವೃದ್ಧಿ ಕೆಲಸಗಳ ಟೆಂಡರ್ ಪಡೆದು ಸಕಾಲದಲ್ಲಿ ಕಾಮಗಾರಿ ನಡೆಸಿ: ಜಿಲ್ಲಾ ಉಸ್ತುವಾರಿ ಸಚಿವ [467,407,1129,431]
lead-photo-credit-text: ಎಂ.ಎಲ್.ಅನಿಲ್ ಕುಮಾರ್, ವಿಧಾನ ಪರಿಷತ್ ಸದಸ್ಯ [598,835,770,846]
school-sign-text: PMSHRI GOVT UPGRADED HIGHER PRIMARY SCHOOL [328,133,566,143]
story2-text: ರಾಬರ್ಟ್‌ಸನ್‌ಪೇಟೆ ಪೊಲೀಸ್ ಠಾಣೆಯ ವ್ಯಾಪ್ತಿಯಲ್ಲಿ ಸಂಭವಿಸಿದ್ದ ಕಳವು ಪ್ರಕರಣಗಳಲ್ಲಿ ಆರೋಪಿಯನ್ನು ಬಂಧಿಸಿ, ಅವನಿಂದ ಸುಮಾರು ರೂ.1,30,000 ಮೌಲ್ಯದ ಕಳವು ಮಾಲನ್ನು ವಶಪಡಿಸಿಕೊಳ್ಳಲಾಗಿದೆ. ರಾಬರ್ಟ್‌ಸನ್‌ಪೇಟೆ ಪೊಲೀಸರು ಯಶಸ್ವಿಯಾಗಿದ್ದಾರೆ. ಜೂ.21 ರಂದು ರಾಜ್ಯದ ಕಳ್ಳಲಿ ಮನೆಯಲ್ಲಿ ಕಳ್ಳತನವಾಗಿರುವ ಬಗ್ಗೆ ರಾಬರ್ಟ್‌ಸನ್‌ಪೇಟೆ ಪೊಲೀಸ್ ಠಾಣೆಯಲ್ಲಿ ನೀಡಿದ ದೂರಿನನ್ವಯ ಪ್ರಕರಣ ದಾಖಲಾಗಿ, ತನಿಖೆ ನಡೆಸಲಾಗಿತ್ತು. ಪ್ರಕರಣದಲ್ಲಿ ಆರೋಪಿ ಪತ್ತೆ ಮಾಡಲು ಪೊಲೀಸ್ ವರಿಷ್ಠಾಧಿಕಾರಿ ಶಿವಾಂಶು ರಜಪೂತ್ ಮಾರ್ಗದರ್ಶನದಲ್ಲಿ ತನಿಖಾ ತಂಡ ರಚಿಸಲಾಗಿತ್ತು. ಆರೋಪಿಯಿಂದ ರೂ.1,10,000 ಮೌಲ್ಯದ 13 ಗ್ರಾಂ ಚಿನ್ನ, 125 ಗ್ರಾಂ ಬೆಳ್ಳಿಯ ಆಭರಣಗಳು ಹಾಗೂ ಇತರೆ ವಸ್ತುಗಳನ್ನು ವಶಪಡಿಸಿಕೊಳ್ಳಲಾಗಿದೆ. [42,695,252,831]
lead-bottom-rule [286,996,1306,997]
weather-min-value: 20° [808,26,858,56]
dalit-title: ದಲಿತರಿಗೆ ಮೀಸಲು ವಂಚನೆ: ರಮೇಶ್ [36,1581,547,1630]
section-label: ಕಿರುಸುದ್ದಿ [114,110,184,138]
farmers-text: ಪ್ರಭಾವಿಯೊಬ್ಬರು ಗ್ರಾಮದ ಸರ್ವೆ ನಂಬರ್ 3ರಲ್ಲಿ ಇರುವ ಸುಮಾರು 40 ರೈತರ ಜಮೀನಿನ ಪಹಣಿಗಳನ್ನು ಆನ್‌ಲೈನ್‌ನಲ್ಲಿ ಬರುತ್ತಿಲ್ಲದಂತೆ ಮಾಡಿದ್ದಾರೆ ಎಂದು ಗ್ರಾಮದ ರೈತರು ಆರೋಪಿಸಿದ್ದಾರೆ. ಈ ಕುರಿತು ಮಾತನಾಡಿದ ರೈತರು, ತಲೆಮಾರುಗಳಿಂದ ನಾವು ಈ ಜಮೀನಿನಲ್ಲಿ ಉಳುಮೆ ಮಾಡುತ್ತಿದ್ದೇವೆ. ಸರ್ಕಾರದಿಂದ ಪಹಣಿ ಕೂಡ ನೀಡಲಾಗಿತ್ತು. ಆದರೆ ಈಗ ಅವು ಆನ್‌ಲೈನ್‌ನಲ್ಲಿ ಸಿಗುತ್ತಿಲ್ಲ. ಇದರಿಂದ ಬ್ಯಾಂಕುಗಳಿಂದ ಸಾಲ ಪಡೆಯಲು, ಸರ್ಕಾರದ ಸೌಲಭ್ಯಗಳನ್ನು ಪಡೆಯಲು ತೊಂದರೆಯಾಗುತ್ತಿದೆ. ತಹಸೀಲ್ದಾರ್ ಕಚೇರಿಗೆ ಅಲೆದರೂ ಪ್ರಯೋಜನವಾಗಿಲ್ಲ. ಕೂಡಲೇ ಜಿಲ್ಲಾಧಿಕಾರಿಗಳು ಮಧ್ಯಪ್ರವೇಶಿಸಿ ನಮಗೆ ನ್ಯಾಯ ಒದಗಿಸಬೇಕು ಎಂದು ಒತ್ತಾಯಿಸಿದರು. ಈ ಸಂದರ್ಭದಲ್ಲಿ ಗ್ರಾಮದ ರೈತರಾದ ಮುನಿಸ್ವಾಮಿ, ಚಂದ್ರಪ್ಪ, ವೆಂಕಟೇಶ್ ರೆಡ್ಡಿ, ಮಂಜುನಾಥ್, ರಾಮಪ್ಪ, ಲಕ್ಷ್ಮಮ್ಮ, ಮುನಿಯಪ್ಪ, ಮುನಿವೆಂಕಟಪ್ಪ ಸೇರಿದಂತೆ ಹಲವರು ಹಾಜರಿದ್ದರು. [694,1053,1304,1114]
farmers-title: 40 ರೈತರ ಪಹಣಿ ನಾಪತ್ತೆ: ರೈತರ ಆರೋಪ [787,1005,1209,1040]
weather-icon [678,10,738,58]
registration-marks-left [130,1994,190,2004]
story2-title: ಕಳವು ಪ್ರಕರಣ ಆರೋಪಿ ಬಂಧನ; ಮಾಲು ವಶ [58,534,242,575]
sidebox-body: ಅಧಿಕಾರಿಗಳು ಮಾಡುವ ತಪ್ಪಿನಿಂದಾಗಿ ನಾವು ಮುಜುಗರ ಅನುಭವಿಸುವಂತಾಗಿದೆ. ಜನರ ಕೆಲಸ ಮಾಡದೆ ಕಚೇರಿಯಲ್ಲಿ ಕುಳಿತರೆ ಆಗಲ್ಲ. ಕಾಮಗಾರಿಗಳು ವಿಳಂಬವಾದರೆ ನೀವೇ ಹೊಣೆ. ಜನರಿಗೆ ನಾವು ಉತ್ತರ ಕೊಡಬೇಕು ಎಂದು ಸಚಿವ ಬೈರತಿ ಸುರೇಶ್ ಗರಂ ಆದರು. [923,576,1041,662]
lead-dateline: ಕೋಲಾರ: [312,527,343,537]
sidebox-title: ಗರಂ ಆದ ಸಚಿವರು [923,536,1010,552]
story3-body: ■ ಕೋಲಾರ: ಜಿಲ್ಲೆಯ ಕೆಜಿಎಫ್ ತಾಲೂಕಿನ ಬೇತಮಂಗಲ ಗ್ರಾಮದ ದಯಾನಂದ ಮಹಾಜನ ವಿದ್ಯಾಸಂಸ್ಥೆಯ ಸುಮನಾ ಎಂ.ಕಾಂ.ನಲ್ಲಿ ಶೇಕಡಾ 87.38 ಅಂಕಗಳನ್ನು ಪಡೆದು ಬೆಂಗಳೂರು ಉತ್ತರ ವಿಶ್ವವಿದ್ಯಾಲಯದಲ್ಲಿ ಐದನೇ ರ‍್ಯಾಂಕ್ ಪಡೆಯುವ ಮೂಲಕ ಕಾಲೇಜು ಹಾಗೂ ಪೋಷಕರಿಗೆ ಕೀರ್ತಿ ತಂದಿದ್ದಾರೆ. ಇವರು ಪ್ರಸ್ತುತ ಕಾಲೇಜಿನಲ್ಲಿ ಶಿಕ್ಷಣವನ್ನು ಮುಂದುವರೆಸುತ್ತಿದ್ದು, ಸಂಸ್ಥೆಯ ಆಡಳಿತ ಮಂಡಳಿ, ಪ್ರಾಂಶುಪಾಲರು ಹಾಗೂ ಅಧ್ಯಾಪಕ ವೃಂದ ಅಭಿನಂದನೆ ಸಲ್ಲಿಸಿದ್ದಾರೆ. [42,1335,252,1421]
felicitation-photo [998,98,1300,304]
sidebox [916,530,1048,754]
quote-icon [558,760,584,786]
story2-dateline: ಕೆಜಿಎಫ್: [60,695,89,705]
komul-dateline: ಕೆಜಿಎಫ್: [680,1641,709,1651]
school-photo-caption: ಕೋಲಾರ ತಾಲ್ಲೂಕಿನ ಕೆಂಬೋಡಿ ಸುತ್ತಮುತ್ತಲಿನ ಗ್ರಾಮಗಳಿಂದ ಪಿಎಂಶ್ರೀ ಸರ್ಕಾರಿ ಉನ್ನತೀಕರಿಸಿದ ಹಿರಿಯ ಪ್ರಾಥಮಿಕ ಶಾಲೆಗೆ ದಾಖಲಾಗಿರುವ ವಿದ್ಯಾರ್ಥಿಗಳ ಉಚಿತ ವಾಹನ ವ್ಯವಸ್ಥೆಗೆ ಮುಖ್ಯ ಶಿಕ್ಷಕ ಬಿ.ಎಂ. ನಾರಾಯಣಸ್ವಾಮಿ ಚಾಲನೆ ನೀಡಿದರು. [296,299,573,342]
sidebar-column-rule [262,88,263,1538]
top-story-dateline: ಕೋಲಾರ: [637,125,668,135]
felicitation-photo-caption: ಕೋಲಾರ ನಗರದ ಟಿ.ಚನ್ನಯ್ಯ ರಂಗಮಂದಿರದಲ್ಲಿ ಸಿದ್ದರಾಮಯ್ಯ ದಲಿತ ಅಭಿಮಾನಿಗಳ ಸೌಹಾರ್ದ ವೇದಿಕೆ ಆಯೋಜಿಸಿದ್ದ ಕಾರ್ಯಕ್ರಮದಲ್ಲಿ ಶೇ.80 ಕ್ಕಿಂತಲೂ ಹೆಚ್ಚು ಅಂಕ ಗಳಿಸಿದ ದ್ವಿತೀಯ ಪಿಯುಸಿ ವಿದ್ಯಾರ್ಥಿಗಳನ್ನು ಪುರಸ್ಕರಿಸಲಾಯಿತು. [998,313,1293,356]
lead-col1: ■ ಕೋಲಾರ: ಜಿಲ್ಲೆಯಲ್ಲಿ ಅಭಿವೃದ್ಧಿ ಕೆಲಸಗಳ ಟೆಂಡರ್ ಪಡೆದು ಕಾಲಮಿತಿಯೊಳಗೆ ಅಭಿವೃದ್ಧಿ ಕಾಮಗಾರಿ ಪೂರ್ಣಗೊಳಿಸದ ಗುತ್ತಿಗೆದಾರರನ್ನು ಕಪ್ಪುಪಟ್ಟಿಗೆ ಸೇರಿಸಿ ಎಂದು ಜಿಲ್ಲಾ ಉಸ್ತುವಾರಿ ಸಚಿವ ಬೈರತಿ ಸುರೇಶ್ ಸೂಚಿಸಿದರು. ನಗರದ ಜಿಲ್ಲಾ ಪಂಚಾಯಿತಿ ಸಭಾಂಗಣದಲ್ಲಿ ಸೋಮವಾರ ನಡೆದ ವಿವಿಧ ಇಲಾಖೆಗಳ ಪ್ರಗತಿ ಪರಿಶೀಲನಾ ಸಭೆಯಲ್ಲಿ ಇಲಾಖಾವಾರು ಅಧಿಕಾರಿಗಳಿಂದ ಮಾಹಿತಿ ಪಡೆದುಕೊಂಡ ಅವರು ಟೆಂಡರ್ ಪಡೆದಿದ್ದರೂ ಕಾಮಗಾರಿ ಆರಂಭಿಸದ ಕುರಿತು ಅಸಮಾಧಾನ ವ್ಯಕ್ತಪಡಿಸಿದರು. ಕಾಮಗಾರಿಗಳನ್ನು ಆರಂಭಿಸದಿರುವ ಕೆಆರ್‌ಐಡಿಎಲ್, ಲೋಕೋಪಯೋಗಿ ಇಲಾಖೆಗಳ ಕುರಿತು ಆಕ್ಷೇಪ ವ್ಯಕ್ತಪಡಿಸಿ ಟೆಂಡರ್ ಪಡೆದುಕೊಂಡು ಕೆಲಸ ಮಾಡದವರ ವಿರುದ್ಧ ಕ್ರಮಕೈಗೊಳ್ಳಿ ಎಂದರು. ಇದಕ್ಕೆ ಪ್ರತಿಕ್ರಿಯಿಸಿದ ಶಾಸಕ ಕೊತ್ತೂರು ಜಿ.ಮಂಜುನಾಥ್, ಅರಣ್ಯ ಇಲಾಖೆಯ 25 ಕೋಟಿ ರೂ. ಅನುದಾನದ ಕೆಲಸಗಳು 8 ತಿಂಗಳು ಕಳೆದರೂ ಆರಂಭವಾಗಿಲ್ಲ ಎಂದು ಸಭೆಯ ಗಮನಕ್ಕೆ ತಂದರು. [296,527,548,663]
sidebar-divider [40,526,254,527]
date-box [42,22,182,70]
weather-max-label: ಗರಿಷ್ಠ [752,8,770,19]
rank-award-photo [40,1210,254,1328]
registration-marks-right [836,1994,896,2004]
date-accent-bar [36,20,40,62]
komul-title: ಕೋಮುಲ್ ಅಧ್ಯಕ್ಷ ಸ್ಥಾನಕ್ಕೆ ನಾನು ಆಕಾಂಕ್ಷಿ [666,1583,1205,1629]
ganja-top-rule [692,1298,1306,1299]
lead-photo-caption: ಕೋಲಾರ ರಿಂಗ್ ರಸ್ತೆ ನಿರ್ಮಾಣಕ್ಕಾಗಿ ಡಿಪಿಆರ್ ತಯಾರಿಸಲು 30 ಲಕ್ಷ ಇಲಾಖೆಯವರು ಪ್ರಸ್ತಾವ ಸಲ್ಲಿಸಿದ್ದಾರೆ. ಇದಕ್ಕೆ 3 ಕೋಟಿ ವೆಚ್ಚವಾಗಲಿದ್ದು ಸರ್ಕಾರದಿಂದ ಮಂಜೂರು ಮಾಡಿಸಬೇಕು ಎಂದು ಕೋರಿದರು. ಇದಕ್ಕೆ ಸ್ಪಂದಿಸಿದ ಸಚಿವ ಸುರೇಶ್ ಕ್ರಮವಹಿಸಲಾಗುವುದು. [586,761,812,814]
story3-title: ಎಂಕಾಂನಲ್ಲಿ ಸುಮನಾಗೆ ಐದನೇ ರ‍್ಯಾಂಕ್ [66,1148,234,1189]
sidebar [36,88,258,1538]
lead-col2b: ಇದಕ್ಕೆ ಧ್ವನಿಗೂಡಿಸಿದ ಶಾಸಕ ಕೆ.ವೈ.ನಂಜೇಗೌಡ ಅವರು, ತಾಲ್ಲೂಕಿನಲ್ಲಿ ನಿರ್ಮಾಣವಾಗಬೇಕಿದ್ದ ರಂಗಮಂದಿರ, ಮಾಲೂರು ಪಟ್ಟಣದ ಅಭಿವೃದ್ಧಿ ಕಾಮಗಾರಿಗಳು ವಿಳಂಬವಾಗುತ್ತಿವೆ ಎಂದರು. ಶಾಸಕರ ಅಸಮಾಧಾನದ ಮಾತುಗಳಿಗೆ ಸ್ಪಂದಿಸಿದ ಸಚಿವರು ಕಾಮಗಾರಿಗಳನ್ನು ಸಕಾಲದಲ್ಲಿ ಪೂರ್ಣಗೊಳಿಸಲು ಸೂಚಿಸಿದರು. ತಾಲೂಕಿನ 22 ಕಿ.ಮೀ ರಸ್ತೆ ನಿರ್ಮಾಣ ಕಾಮಗಾರಿ 30 ತಿಂಗಳಿಂದ ನಡೆಯುತ್ತಿದೆ. ಈ ಕಾಮಗಾರಿ ಆರಂಭಗೊಂಡು ಕೇವಲ 30 ಕಿಮೀ ಮಾತ್ರ ಪೂರ್ಣಗೊಂಡಿದೆ ಎಂದು ಗಮನ ಸೆಳೆದರು. [822,757,1044,843]
dalit-col1: ■ ಬಂಗಾರಪೇಟೆ: ದಲಿತರ ಸ್ಥಳೀಯ ಸಂಸ್ಥೆಗಳಲ್ಲಿ ಕಲ್ಪಿಸಿದ್ದ ಮೀಸಲಾತಿಯನ್ನು ರಾಜ್ಯದಲ್ಲಿ ಕಾಂಗ್ರೆಸ್ ಸರ್ಕಾರ ನೀಡದಿಲ್ಲವೆಂದು ಸರ್ಕಾರದ ನಡೆಯನ್ನು ಖಂಡಿಸುತ್ತೇವೆ ಎಂದು ದಲಿತ ಸಂಘರ್ಷ ಸಮಿತಿ ರಾಜ್ಯ ಸಂಘಟನಾ ಸಂಚಾಲಕ ರಮೇಶ್ ಆರೋಪಿಸಿದರು. ಪಟ್ಟಣದ ಅಂಬೇಡ್ಕರ್ ಭವನದಲ್ಲಿ ಕರೆದಿದ್ದ ಪತ್ರಿಕಾಗೋಷ್ಠಿಯಲ್ಲಿ ಮಾತನಾಡಿದ ಅವರು ಕಳೆದ 75 ವರ್ಷಗಳಿಂದ ಸಂವಿಧಾನದ ಆಶಯಗಳನ್ನು ಜಾರಿಗೊಳಿಸಲು ಸರ್ಕಾರಗಳು ವಿಫಲವಾಗಿವೆ. ಮುಡಿಸಲು ಬದ್ಧರಿದ್ದೇವೆ. ಈ ಸರ್ಕಾರದ ನಡೆಯನ್ನು ವಿರೋಧಿಸಿ ದಲಿತ ಸಂಘಟನೆಗಳು ಹೋರಾಟ ನಡೆಸಲಿವೆ ಎಂದರು. ಸ್ಥಳೀಯ ಸಂಸ್ಥೆಗಳ ಚುನಾವಣೆಗಳಲ್ಲಿ ದಲಿತರಿಗೆ ಮೀಸಲಿಟ್ಟ ಸ್ಥಾನಗಳನ್ನು ಕಡಿತಗೊಳಿಸಿರುವ ಕ್ರಮವನ್ನು ಸರ್ಕಾರ ಕೂಡಲೇ ಹಿಂಪಡೆಯಬೇಕು. ಈ ಸಂದರ್ಭದಲ್ಲಿ ಸಂಘಟನೆಯ ಪದಾಧಿಕಾರಿಗಳು ಹಾಜರಿದ್ದರು. [36,1641,240,1790]
ganja-title: ಗಾಂಜಾ ಮಾರಾಟ: ಇಬ್ಬರು ಆರೋಪಿಗಳ ಸೆರೆ [797,1307,1199,1340]
police-arrest-photo [40,596,254,688]
lead-headline: ಕಾಲಮಿತಿ ಪಾಲನೆ ಮಾಡದವರು ಕಪ್ಪುಪಟ್ಟಿಗೆ [444,438,1152,498]
lead-col3: ಅಧಿಕಾರಿಗಳ ವಿರುದ್ಧ ಹಕ್ಕುಚ್ಯುತಿ ಮಂಡಿಸಲಾಗುವುದು ಎಂದು ವಿಧಾನ ಪರಿಷತ್ ಸದಸ್ಯ ಡಿ.ಟಿ.ಶ್ರೀನಿವಾಸ್ ಎಚ್ಚರಿಸಿದರು. ಇದಕ್ಕೆ ಪ್ರತಿಕ್ರಿಯಿಸಿದ ಸಚಿವ ಸುರೇಶ್, ವ್ಯವಸ್ಥೆಯನ್ನು ಸರಿಪಡಿಸಬೇಕು ಎಂದು ಹೇಳಿದರು. ಕೃಷಿ ಇಲಾಖೆ ಜಂಟಿ ನಿರ್ದೇಶಕ ಸುಮಾ ಮಾತನಾಡಿ, ಈಗಾಗಲೇ ಮುಂಗಾರು ಹಂಗಾಮು ಶುರುವಾಗಿದ್ದು ವಾರ್ಷಿಕವಾಗಿ ಪ್ರಸ್ತುತ ಸಾಲಿನಲ್ಲಿ 179 ಎಂ.ಎಂ ವಾಡಿಕೆಗಿಂತ 200 ಎಂ.ಎಂ ಮಳೆ, ಬಿತ್ತನೆ ಕಾರ್ಯಕ್ಕೆ ರೈತರ ತಯಾರಿ ನಡೆಸಿಕೊಳ್ಳುತ್ತಿದ್ದಾರೆ ಎಂದರು. ಜಿಲ್ಲೆಯಲ್ಲಿ ರೈತ ಸಂಪರ್ಕ ಕೇಂದ್ರಗಳ ಮೂಲಕ ಬಿತ್ತನೆ ಬೀಜ ವಿತರಣೆ ಮಾಡಲಾಗುತ್ತಿದೆ. ರಸಗೊಬ್ಬರ ಕೊರತೆಯಾಗದಂತೆ ಕ್ರಮ ವಹಿಸಲಾಗಿದೆ ಎಂದು ಮಾಹಿತಿ ನೀಡಿದರು. [1052,527,1302,626]
farmers-dateline: ಬಂಗಾರಪೇಟೆ: [705,1053,748,1063]
komul-kicker: ಕೋಮುಲ್ ನಿರ್ದೇಶಕ ಜಯಸಿಂಹಕೃಷ್ಣಪ್ಪ ಹೇಳಿಕೆ | ಜುಲೈ 5ಕ್ಕೆ ಚುನಾವಣೆ [666,1552,1113,1574]
story3-dateline: ಕೋಲಾರ: [58,1335,89,1345]
press-meet-photo [250,1640,646,1734]
service-dateline: ಬಂಗಾರಪೇಟೆ: [317,1049,359,1059]
